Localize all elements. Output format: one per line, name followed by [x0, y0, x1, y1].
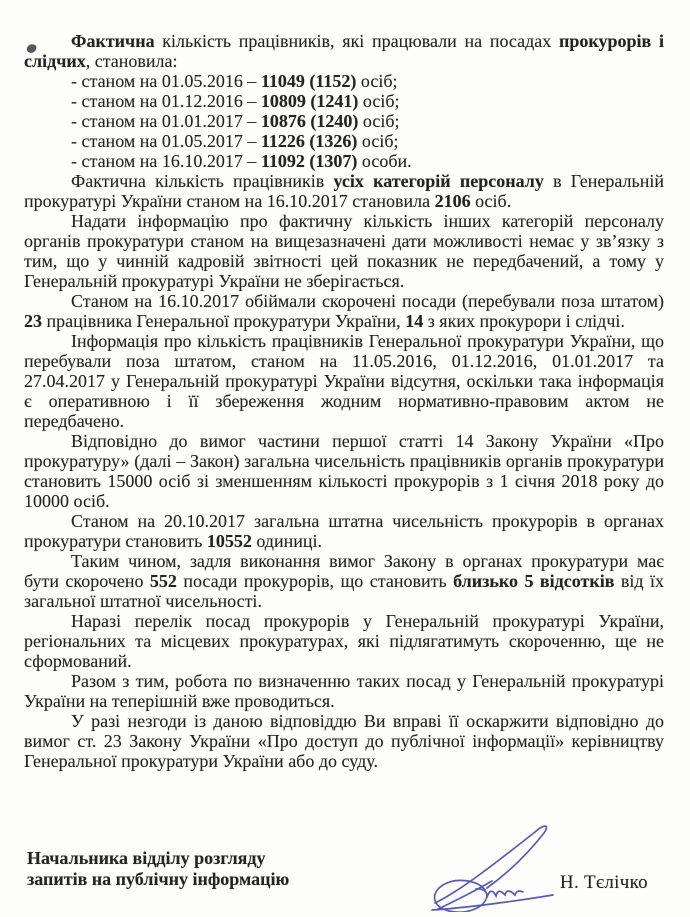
- paragraph: Станом на 16.10.2017 обіймали скорочені посади (перебували поза штатом) 23 працівника Генеральної прокуратури України, 14 з яких прокурори і слідчі.: [24, 291, 664, 331]
- signature-icon: [425, 812, 560, 912]
- paragraph: У разі незгоди із даною відповіддю Ви вправі її оскаржити відповідно до вимог ст. 23 Закону України «Про доступ до публічної інформації» керівництву Генеральної прокуратури України або до суду.: [24, 711, 664, 771]
- paragraph: Наразі перелік посад прокурорів у Генеральній прокуратурі України, регіональних та місцевих прокуратурах, які підлягатимуть скороченню, ще не сформований.: [24, 611, 664, 671]
- paragraph: Фактична кількість працівників, які працювали на посадах прокурорів і слідчих, становила:: [24, 31, 664, 71]
- paragraph: Таким чином, задля виконання вимог Закону в органах прокуратури має бути скорочено 552 посади прокурорів, що становить близько 5 відсотків від їх загальної штатної чисельності.: [24, 551, 664, 611]
- list-line: - станом на 01.12.2016 – 10809 (1241) осіб;: [71, 91, 400, 111]
- signoff-title-line1: Начальника відділу розгляду: [27, 848, 266, 868]
- list-line: - станом на 16.10.2017 – 11092 (1307) особи.: [71, 151, 412, 171]
- signer-name: Н. Тєлічко: [559, 872, 648, 893]
- list-line: - станом на 01.05.2016 – 11049 (1152) осіб;: [71, 71, 398, 91]
- paragraph: Станом на 20.10.2017 загальна штатна чисельність прокурорів в органах прокуратури становить 10552 одиниці.: [24, 511, 664, 551]
- document-body: [24, 31, 664, 771]
- paragraph: Відповідно до вимог частини першої статті 14 Закону України «Про прокуратуру» (далі – Закон) загальна чисельність працівників органів прокуратури становить 15000 осіб зі зменшенням кількості прокурорів з 1 січня 2018 року до 10000 осіб.: [24, 431, 664, 511]
- paragraph: Інформація про кількість працівників Генеральної прокуратури України, що перебували поза штатом, станом на 11.05.2016, 01.12.2016, 01.01.2017 та 27.04.2017 у Генеральній прокуратурі України відсутня, оскільки така інформація є оперативною і її збереження жодним нормативно-правовим актом не передбачено.: [24, 331, 664, 431]
- list-line: - станом на 01.05.2017 – 11226 (1326) осіб;: [71, 131, 399, 151]
- list-line: - станом на 01.01.2017 – 10876 (1240) осіб;: [71, 111, 400, 131]
- paragraph: Разом з тим, робота по визначенню таких посад у Генеральній прокуратурі України на теперішній вже проводиться.: [24, 671, 664, 711]
- paragraph: Надати інформацію про фактичну кількість інших категорій персоналу органів прокуратури станом на вищезазначені дати можливості немає у зв’язку з тим, що у чинній кадровій звітності цей показник не передбачений, а тому у Генеральній прокуратурі України не зберігається.: [24, 211, 664, 291]
- signoff-title: [27, 848, 289, 890]
- paragraph: Фактична кількість працівників усіх категорій персоналу в Генеральній прокуратурі України станом на 16.10.2017 становила 2106 осіб.: [24, 171, 665, 211]
- signoff-title-line2: запитів на публічну інформацію: [27, 869, 290, 889]
